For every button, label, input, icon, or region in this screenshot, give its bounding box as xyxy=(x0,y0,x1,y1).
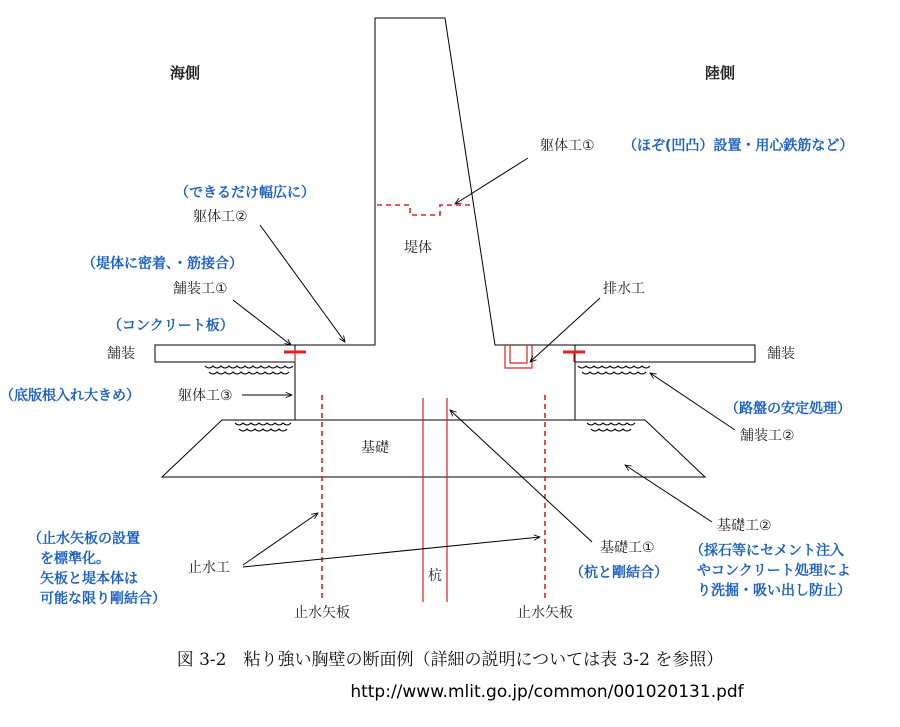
sheet-pile-left-label: 止水矢板 xyxy=(294,605,350,621)
body-work-3-label: 躯体工③ xyxy=(178,388,233,404)
drainage-channel xyxy=(505,345,532,368)
source-url[interactable]: http://www.mlit.go.jp/common/001020131.pdf xyxy=(350,682,744,702)
concrete-plate-note: （コンクリート板） xyxy=(108,318,234,334)
foundation-work-1-note: （杭と剛結合） xyxy=(570,565,668,581)
cutoff-note-line-1: （止水矢板の設置 xyxy=(28,531,140,547)
body-work-2-label: 躯体工② xyxy=(193,209,248,225)
foundation-stone-right xyxy=(587,423,635,431)
cutoff-note-line-2: を標準化。 xyxy=(40,551,110,567)
foundation-work-2-label: 基礎工② xyxy=(717,518,772,534)
foundation-work-1-label: 基礎工① xyxy=(600,540,655,556)
pavement-left-label: 舗装 xyxy=(107,346,135,362)
sea-side-label: 海側 xyxy=(170,64,201,82)
leader-body-work-2 xyxy=(260,225,345,342)
land-side-label: 陸側 xyxy=(705,64,736,82)
pavement-right-slab xyxy=(575,345,755,362)
foundation-work-2-note-line-2: やコンクリート処理によ xyxy=(697,563,851,579)
cutoff-work-label: 止水工 xyxy=(188,560,230,576)
embankment-label: 堤体 xyxy=(404,240,432,256)
leader-paving-work-2 xyxy=(650,373,735,430)
drainage-channel-inner xyxy=(510,345,527,363)
cutoff-note-line-4: 可能な限り剛結合） xyxy=(40,591,166,607)
leader-cutoff-right xyxy=(243,537,540,567)
tenon-joint-dashed xyxy=(377,205,470,215)
foundation-work-2-note-line-3: り洗掘・吸い出し防止） xyxy=(697,583,851,599)
leader-cutoff-left xyxy=(243,513,318,565)
paving-work-1-label: 舗装工① xyxy=(173,281,228,297)
paving-work-2-note: （路盤の安定処理） xyxy=(725,401,851,417)
body-work-3-note: （底版根入れ大きめ） xyxy=(0,388,140,404)
pavement-right-label: 舗装 xyxy=(767,346,795,362)
leader-body-work-1 xyxy=(455,158,528,204)
drainage-work-label: 排水工 xyxy=(603,281,645,297)
foundation-outline xyxy=(162,420,705,477)
foundation-stone-left xyxy=(235,423,291,431)
leader-foundation-work-2 xyxy=(625,465,712,522)
roadbed-stabilized-right xyxy=(578,366,650,374)
cutoff-note-line-3: 矢板と堤本体は xyxy=(40,571,138,587)
paving-work-1-note: （堤体に密着、・筋接合） xyxy=(82,256,243,272)
body-work-1-note: （ほぞ(凹凸）設置・用心鉄筋など） xyxy=(623,138,854,154)
body-work-1-label: 躯体工① xyxy=(540,138,595,154)
roadbed-stabilized-left xyxy=(205,366,293,374)
embankment-outline xyxy=(345,18,500,345)
body-work-2-note: （できるだけ幅広に） xyxy=(175,185,315,201)
figure-caption: 図 3-2 粘り強い胸壁の断面例（詳細の説明については表 3-2 を参照） xyxy=(176,650,724,670)
pile-label: 杭 xyxy=(428,568,442,584)
leader-foundation-work-1 xyxy=(450,410,592,542)
foundation-work-2-note-line-1: （採石等にセメント注入 xyxy=(690,543,844,559)
foundation-label: 基礎 xyxy=(361,440,389,456)
pavement-left-slab xyxy=(155,345,295,362)
paving-work-2-label: 舗装工② xyxy=(740,428,795,444)
sheet-pile-right-label: 止水矢板 xyxy=(517,605,573,621)
leader-paving-work-1 xyxy=(233,300,291,345)
